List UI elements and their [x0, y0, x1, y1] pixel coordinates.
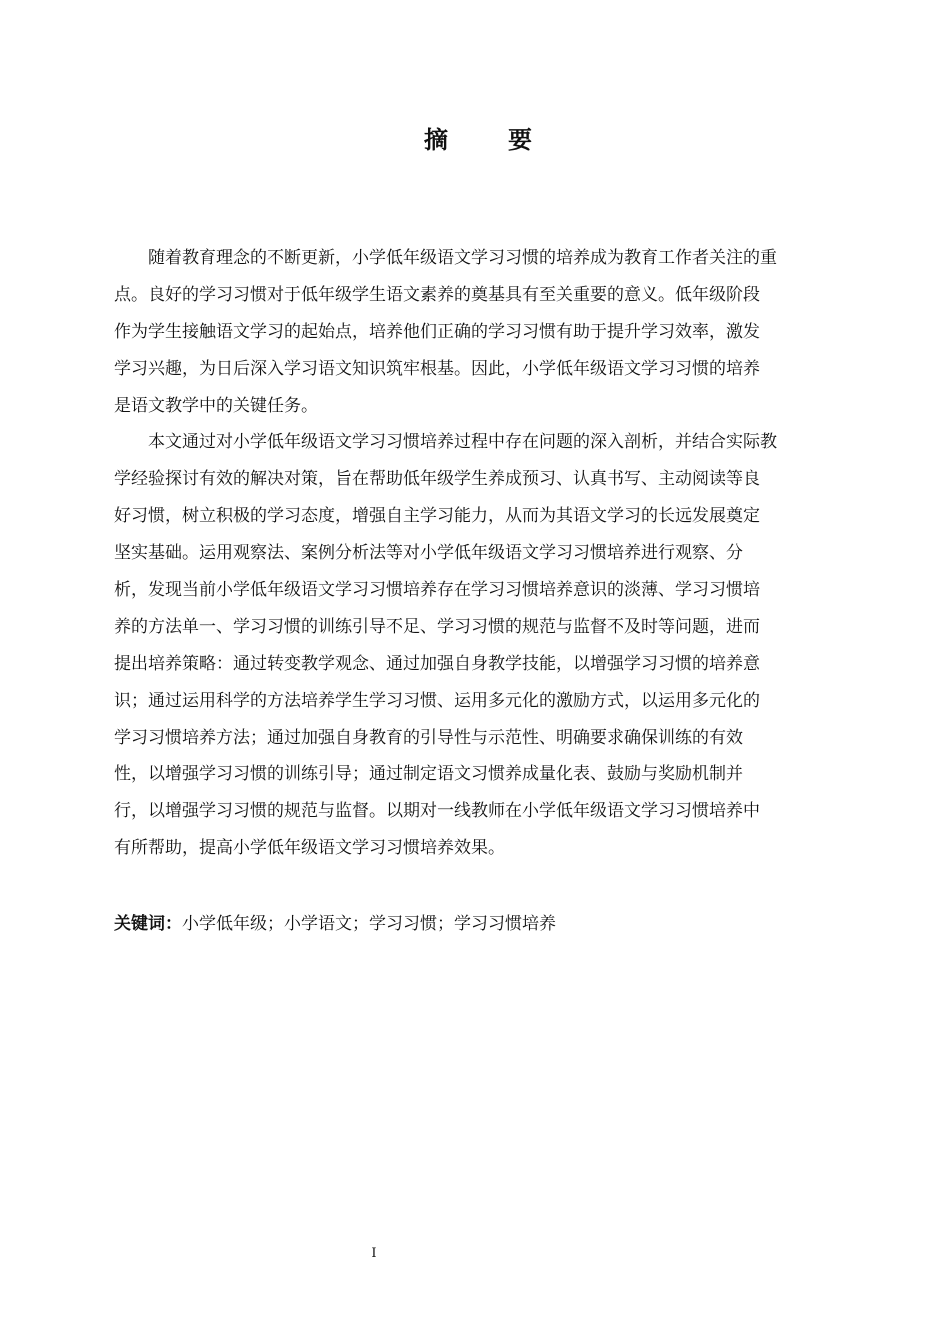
abstract-body: [114, 240, 856, 867]
paragraph-line: 点。良好的学习习惯对于低年级学生语文素养的奠基具有至关重要的意义。低年级阶段: [114, 284, 760, 305]
paragraph-line: 是语文教学中的关键任务。: [114, 395, 318, 416]
paragraph-line: 析，发现当前小学低年级语文学习习惯培养存在学习习惯培养意识的淡薄、学习习惯培: [114, 580, 760, 601]
paragraph-line: 有所帮助，提高小学低年级语文学习习惯培养效果。: [114, 838, 505, 859]
paragraph-line: 坚实基础。运用观察法、案例分析法等对小学低年级语文学习习惯培养进行观察、分: [114, 543, 743, 564]
abstract-title: 摘 要: [424, 126, 550, 154]
paragraph-line: 好习惯，树立积极的学习态度，增强自主学习能力，从而为其语文学习的长远发展奠定: [114, 506, 760, 527]
keywords-label: 关键词：: [114, 914, 182, 934]
paragraph-line: 学习兴趣，为日后深入学习语文知识筑牢根基。因此，小学低年级语文学习习惯的培养: [114, 358, 760, 379]
paragraph-line: 行，以增强学习习惯的规范与监督。以期对一线教师在小学低年级语文学习习惯培养中: [114, 801, 760, 822]
page-number: I: [371, 1246, 377, 1261]
abstract-paragraph-2: [114, 424, 856, 867]
paragraph-line: 学经验探讨有效的解决对策，旨在帮助低年级学生养成预习、认真书写、主动阅读等良: [114, 469, 760, 490]
paragraph-line: 养的方法单一、学习习惯的训练引导不足、学习习惯的规范与监督不及时等问题，进而: [114, 616, 760, 637]
keywords-value: 小学低年级；小学语文；学习习惯；学习习惯培养: [182, 914, 556, 934]
paragraph-line: 本文通过对小学低年级语文学习习惯培养过程中存在问题的深入剖析，并结合实际教: [148, 432, 777, 453]
abstract-paragraph-1: [114, 240, 856, 424]
paragraph-line: 识；通过运用科学的方法培养学生学习习惯、运用多元化的激励方式，以运用多元化的: [114, 690, 760, 711]
paragraph-line: 学习习惯培养方法；通过加强自身教育的引导性与示范性、明确要求确保训练的有效: [114, 727, 743, 748]
paragraph-line: 提出培养策略：通过转变教学观念、通过加强自身教学技能，以增强学习习惯的培养意: [114, 653, 760, 674]
keywords: [114, 906, 556, 942]
paragraph-line: 随着教育理念的不断更新，小学低年级语文学习习惯的培养成为教育工作者关注的重: [148, 248, 777, 268]
paragraph-line: 性，以增强学习习惯的训练引导；通过制定语文习惯养成量化表、鼓励与奖励机制并: [114, 764, 743, 785]
paragraph-line: 作为学生接触语文学习的起始点，培养他们正确的学习习惯有助于提升学习效率，激发: [114, 321, 760, 342]
